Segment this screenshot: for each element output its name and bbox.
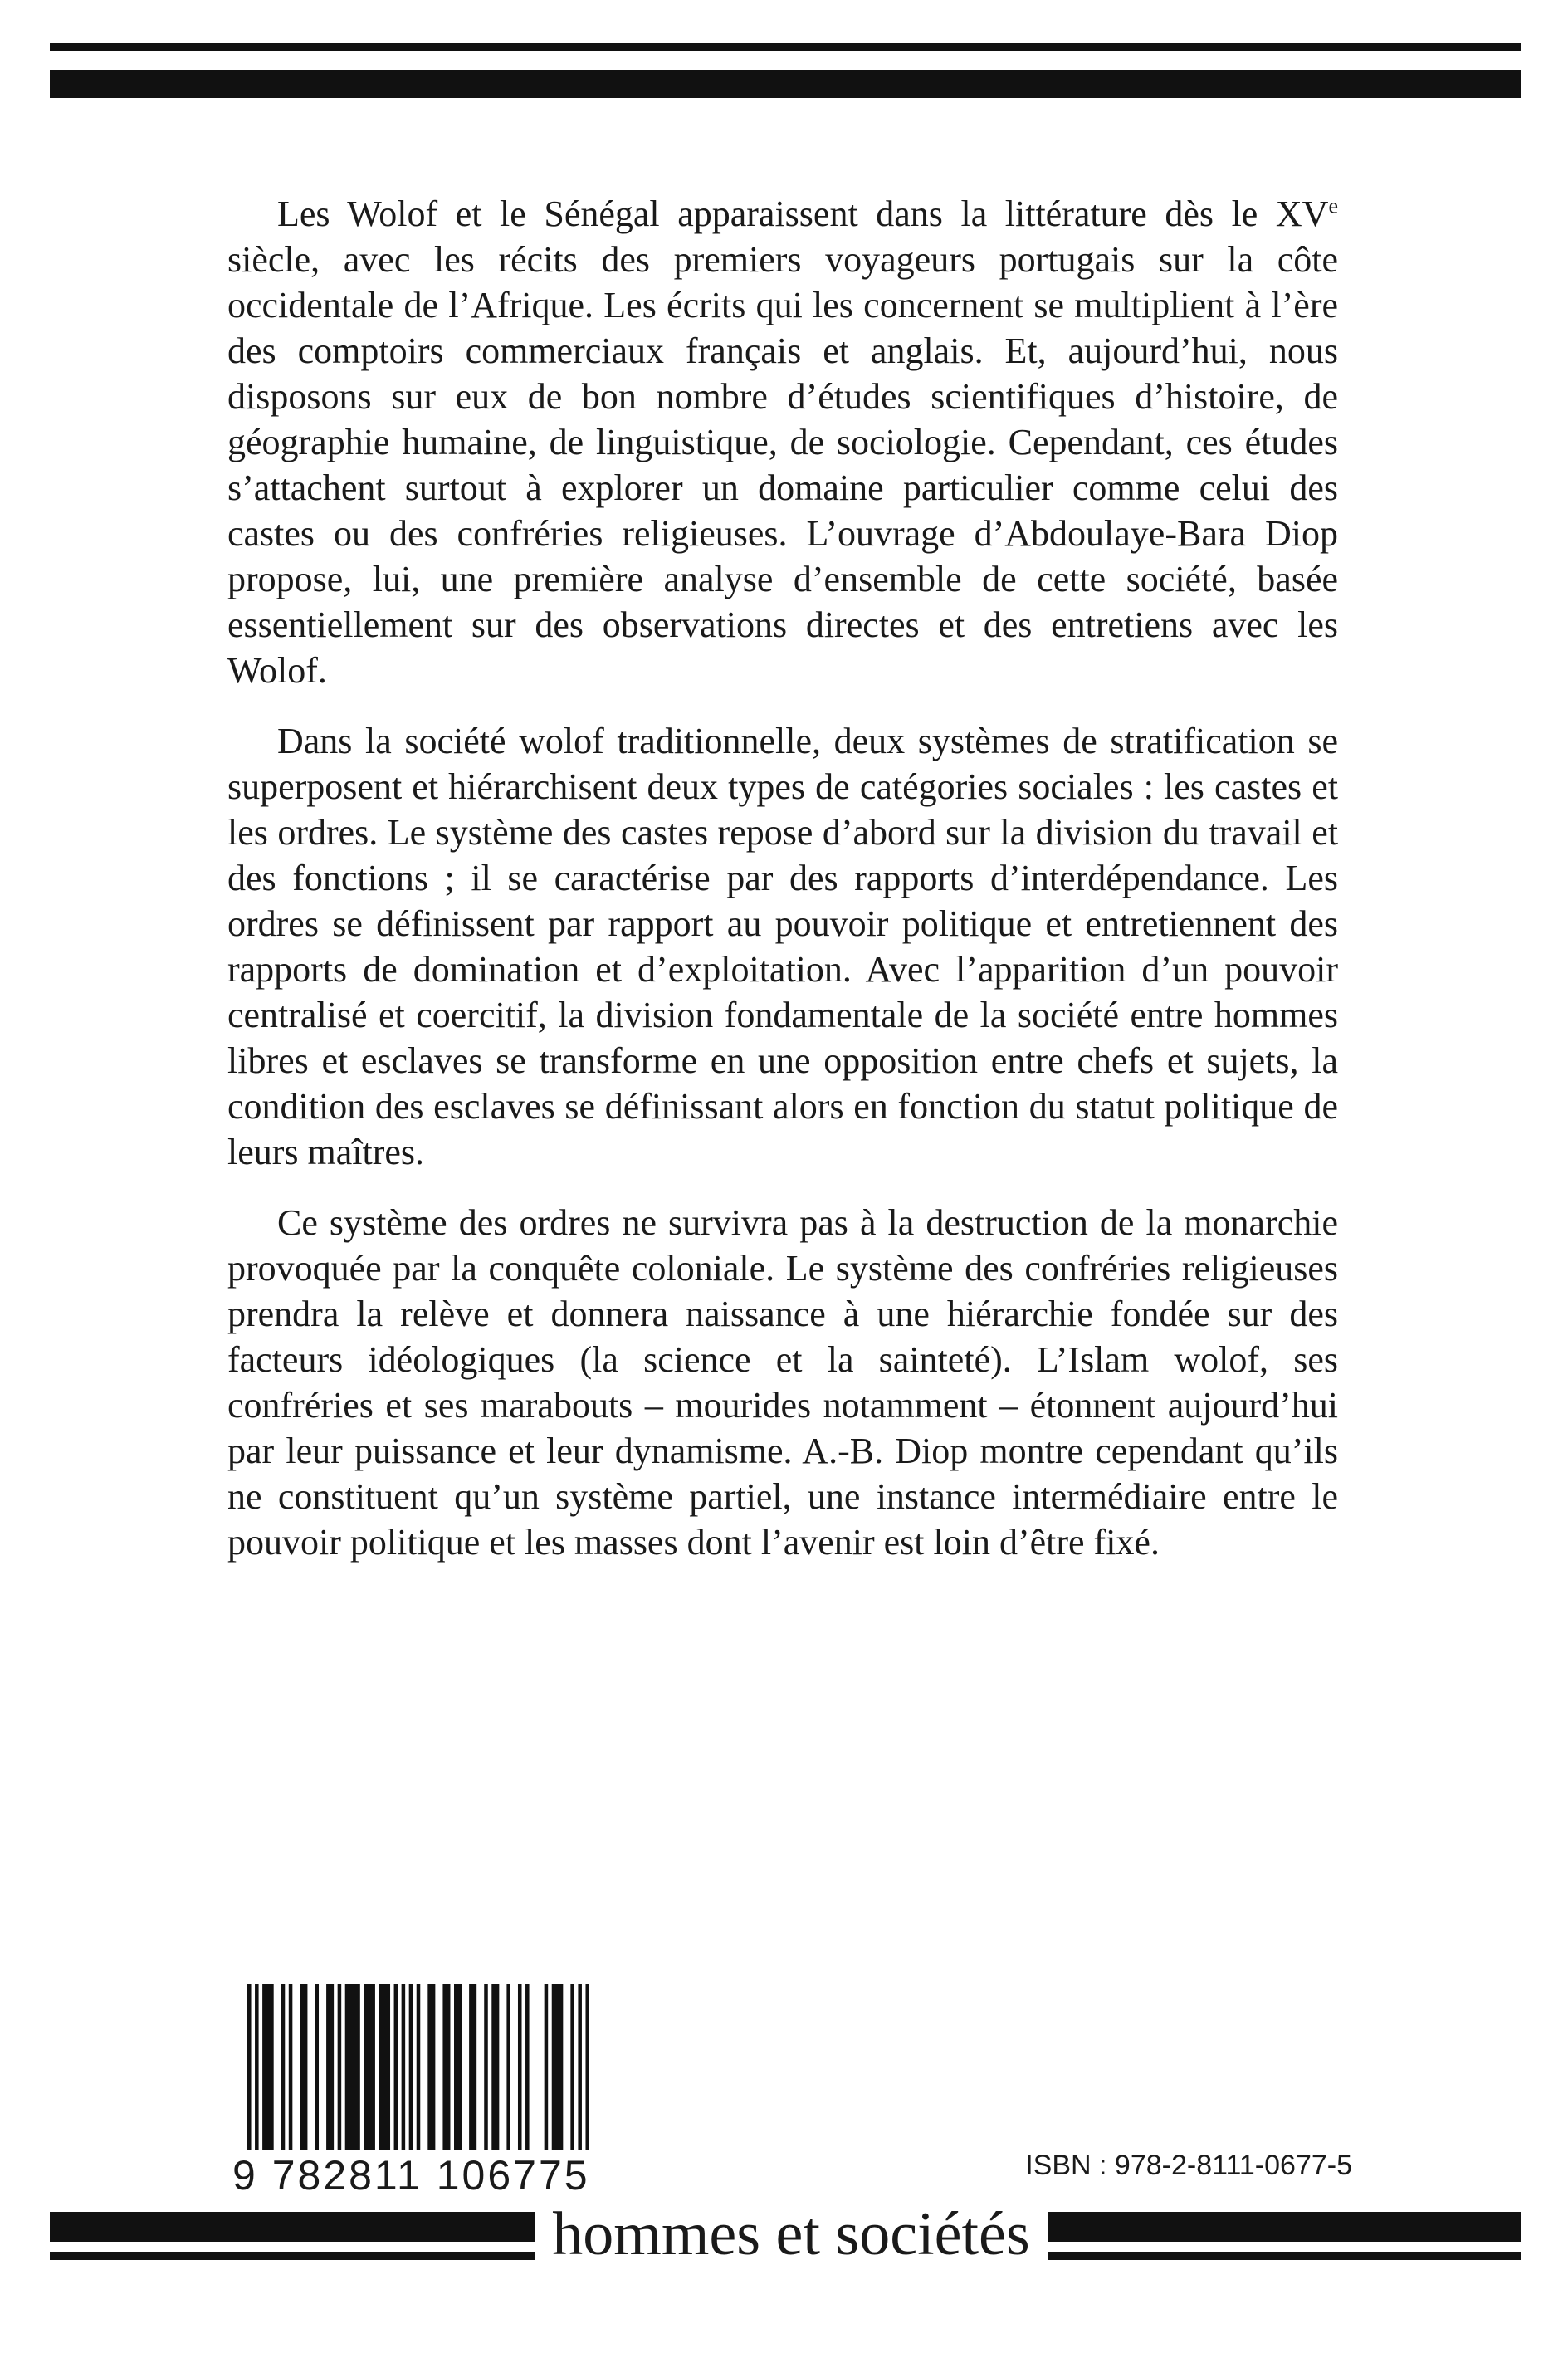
- footer-rule-right-thick: [1048, 2212, 1521, 2242]
- barcode-bar: [578, 1984, 582, 2150]
- paragraph-1: [227, 191, 1338, 693]
- isbn-number: ISBN : 978-2-8111-0677-5: [1025, 2150, 1352, 2181]
- barcode-digits: 9 782811 106775: [232, 2152, 590, 2199]
- barcode-bar: [379, 1984, 390, 2150]
- barcode-bar: [247, 1984, 252, 2150]
- barcode-bar: [255, 1984, 259, 2150]
- barcode-bar: [326, 1984, 334, 2150]
- paragraph-2: Dans la société wolof traditionnelle, deux systèmes de stratification se superposent et hiérarchisent deux types de catégories sociales : les castes et les ordres. Le système des castes repose d’abord sur la division du travail et des fonctions ; il se caractérise par des rapports d’interdépendance. Les ordres se définissent par rapport au pouvoir politique et entretiennent des rapports de domination et d’exploitation. Avec l’apparition d’un pouvoir centralisé et coercitif, la division fondamentale de la société entre hommes libres et esclaves se transforme en une opposition entre chefs et sujets, la condition des esclaves se définissant alors en fonction du statut politique de leurs maîtres.: [227, 721, 1338, 1172]
- footer-rule-right-thin: [1048, 2252, 1521, 2260]
- barcode-bar: [281, 1984, 286, 2150]
- barcode-bar: [585, 1984, 589, 2150]
- barcode: [224, 1984, 598, 2200]
- barcode-bar: [427, 1984, 435, 2150]
- footer-rule-left-thick: [50, 2212, 535, 2242]
- barcode-bar: [315, 1984, 319, 2150]
- barcode-bar: [442, 1984, 450, 2150]
- barcode-bar: [345, 1984, 360, 2150]
- barcode-bar: [300, 1984, 307, 2150]
- barcode-bar: [525, 1984, 530, 2150]
- century-superscript: e: [1328, 193, 1338, 218]
- blurb-text: [227, 191, 1338, 1565]
- paragraph-1-rest: siècle, avec les récits des premiers voyageurs portugais sur la côte occidentale de l’Afrique. Les écrits qui les concernent se multiplient à l’ère des comptoirs commerciaux français et anglais. Et, aujourd’hui, nous disposons sur eux de bon nombre d’études scientifiques d’histoire, de géographie humaine, de linguistique, de sociologie. Cependant, ces études s’attachent surtout à explorer un domaine particulier comme celui des castes ou des confréries religieuses. L’ouvrage d’Abdoulaye-Bara Diop propose, lui, une première analyse d’ensemble de cette société, basée essentiellement sur des observations directes et des entretiens avec les Wolof.: [227, 239, 1338, 691]
- barcode-bar: [402, 1984, 406, 2150]
- barcode-bar: [518, 1984, 522, 2150]
- paragraph-1-start: Les Wolof et le Sénégal apparaissent dans la littérature dès le XV: [277, 193, 1329, 234]
- barcode-bar: [417, 1984, 421, 2150]
- paragraph-3: Ce système des ordres ne survivra pas à la destruction de la monarchie provoquée par la conquête coloniale. Le système des confréries religieuses prendra la relève et donnera naissance à une hiérarchie fondée sur des facteurs idéologiques (la science et la sainteté). L’Islam wolof, ses confréries et ses marabouts – mourides notamment – étonnent aujourd’hui par leur puissance et leur dynamisme. A.-B. Diop montre cependant qu’ils ne constituent qu’un système partiel, une instance intermédiaire entre le pouvoir politique et les masses dont l’avenir est loin d’être fixé.: [227, 1202, 1338, 1563]
- barcode-bar: [364, 1984, 375, 2150]
- barcode-bar: [394, 1984, 398, 2150]
- series-title: hommes et sociétés: [552, 2200, 1030, 2268]
- barcode-bar: [289, 1984, 293, 2150]
- barcode-bar: [570, 1984, 574, 2150]
- barcode-bar: [338, 1984, 342, 2150]
- barcode-bar: [454, 1984, 462, 2150]
- barcode-bar: [552, 1984, 564, 2150]
- barcode-bar: [409, 1984, 413, 2150]
- barcode-bar: [469, 1984, 476, 2150]
- top-thick-rule: [50, 70, 1521, 98]
- footer-rule-left-thin: [50, 2252, 535, 2260]
- barcode-bar: [262, 1984, 274, 2150]
- barcode-bar: [484, 1984, 488, 2150]
- barcode-bar: [491, 1984, 499, 2150]
- barcode-bars: [224, 1984, 598, 2150]
- barcode-bar: [506, 1984, 510, 2150]
- top-thin-rule: [50, 43, 1521, 51]
- barcode-bar: [545, 1984, 549, 2150]
